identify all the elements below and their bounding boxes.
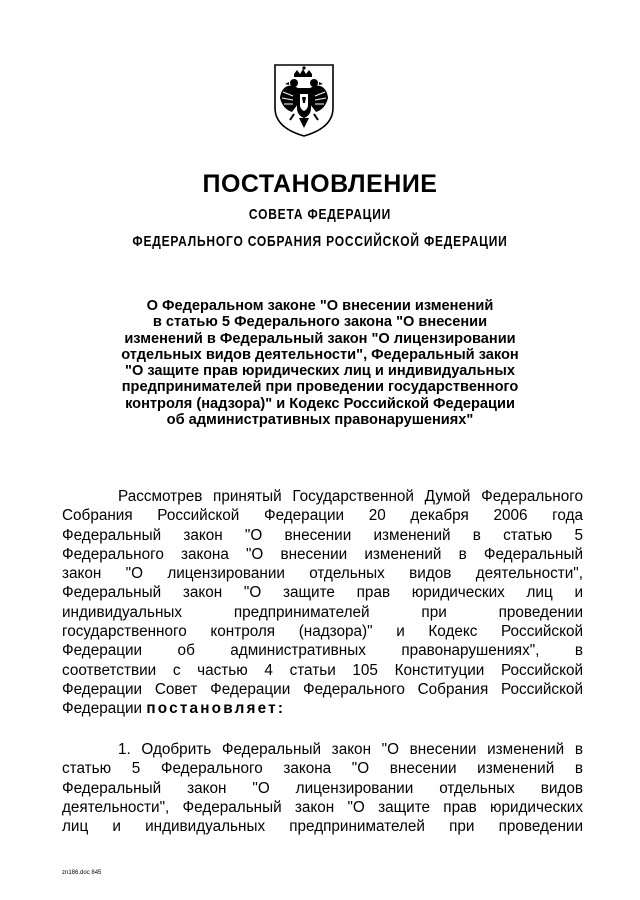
subject-line: контроля (надзора)" и Кодекс Российской Федерации [125, 395, 515, 412]
subject-line: предпринимателей при проведении государственного [121, 379, 519, 396]
subject-line: об административных правонарушениях" [166, 412, 474, 429]
paragraph-line: Федерального закона "О внесении изменений в Федеральный [62, 545, 583, 563]
coat-of-arms-icon [272, 62, 336, 138]
subject-line: "О защите прав юридических лиц и индивидуальных [125, 363, 515, 380]
paragraph-line: закон "О лицензировании отдельных видов деятельности", [62, 565, 583, 583]
decision-paragraph [62, 740, 583, 836]
preamble-paragraph [62, 487, 583, 719]
paragraph-line: Собрания Российской Федерации 20 декабря 2006 года [62, 507, 583, 525]
paragraph-line: статью 5 Федерального закона "О внесении изменений в [62, 760, 583, 778]
issuer-line-2: ФЕДЕРАЛЬНОГО СОБРАНИЯ РОССИЙСКОЙ ФЕДЕРАЦИИ [132, 233, 508, 250]
decision-verb: постановляет: [146, 700, 286, 718]
document-title: ПОСТАНОВЛЕНИЕ [202, 170, 438, 198]
paragraph-line: 1. Одобрить Федеральный закон "О внесении изменений в [118, 741, 583, 758]
paragraph-line: соответствии с частью 4 статьи 105 Конституции Российской [62, 661, 583, 679]
resolution-subject [95, 298, 545, 428]
paragraph-line: Рассмотрев принятый Государственной Думой Федерального [118, 488, 583, 505]
paragraph-last-line [62, 699, 583, 718]
issuer-line-1: СОВЕТА ФЕДЕРАЦИИ [248, 206, 392, 223]
file-reference: zn186.doc 845 [62, 870, 102, 876]
subject-line: О Федеральном законе "О внесении изменений [146, 298, 494, 314]
subject-line: отдельных видов деятельности", Федеральный закон [121, 346, 519, 363]
paragraph-line: Федерации Совет Федерации Федерального Собрания Российской [62, 680, 583, 698]
subject-line: в статью 5 Федерального закона "О внесении [152, 314, 488, 331]
subject-line: изменений в Федеральный закон "О лицензировании [124, 330, 516, 347]
paragraph-line: деятельности", Федеральный закон "О защите прав юридических [62, 798, 583, 816]
paragraph-line: индивидуальных предпринимателей при проведении [62, 603, 583, 621]
paragraph-line: Федеральный закон "О лицензировании отдельных видов [62, 779, 583, 797]
last-line-prefix: Федерации [62, 700, 147, 718]
paragraph-line: лиц и индивидуальных предпринимателей при проведении [62, 818, 583, 836]
paragraph-line: Федерации об административных правонарушениях", в [62, 642, 583, 660]
paragraph-line: государственного контроля (надзора)" и Кодекс Российской [62, 623, 583, 641]
paragraph-line: Федеральный закон "О защите прав юридических лиц и [62, 584, 583, 602]
paragraph-line: Федеральный закон "О внесении изменений в статью 5 [62, 526, 583, 544]
